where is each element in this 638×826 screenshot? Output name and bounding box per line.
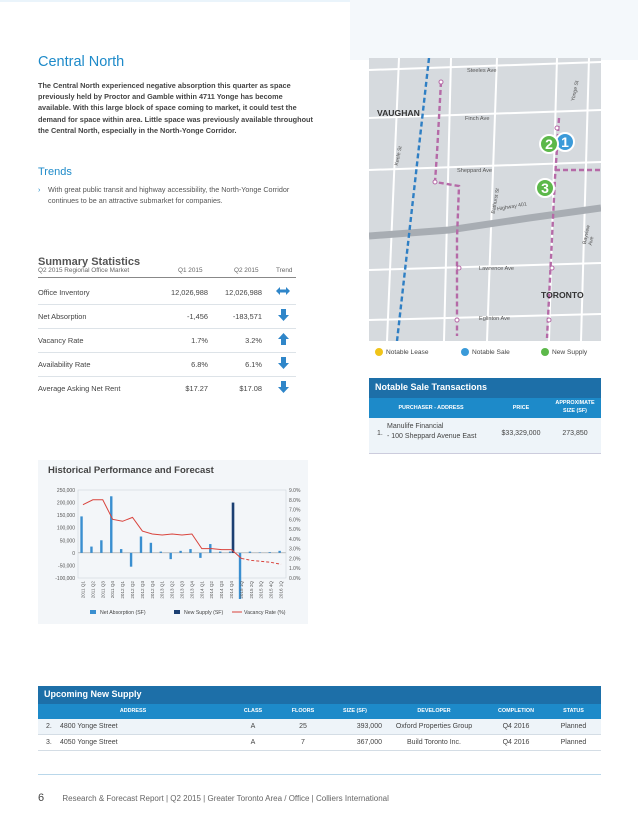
row-address: 4800 Yonge Street bbox=[60, 723, 118, 730]
legend-swatch bbox=[174, 610, 180, 614]
row-size: 367,000 bbox=[356, 739, 382, 746]
row-floors: 7 bbox=[301, 739, 305, 746]
absorption-bar bbox=[179, 551, 181, 553]
vacancy-forecast-line bbox=[241, 558, 281, 564]
absorption-bar bbox=[169, 553, 171, 559]
chart bbox=[38, 480, 308, 624]
summary-label: Net Absorption bbox=[38, 312, 87, 321]
map-legend bbox=[369, 346, 601, 360]
summary-q1: -1,456 bbox=[187, 312, 208, 321]
summary-q1: $17.27 bbox=[185, 384, 208, 393]
map-label-toronto: TORONTO bbox=[541, 290, 584, 300]
y-left-tick-label: 0 bbox=[72, 550, 75, 557]
y-right-tick-label: 9.0% bbox=[289, 488, 301, 494]
map-label-eglinton: Eglinton Ave bbox=[479, 316, 510, 322]
map-marker-sale[interactable]: 1 bbox=[555, 132, 575, 152]
section-heading: Central North bbox=[38, 54, 125, 70]
summary-row bbox=[38, 353, 296, 377]
y-right-tick-label: 3.0% bbox=[289, 546, 301, 553]
summary-row bbox=[38, 305, 296, 329]
x-tick-label: 2011 Q3 bbox=[100, 581, 106, 599]
map-label-yonge: Yonge St bbox=[570, 80, 581, 102]
supply-dot-icon bbox=[541, 348, 549, 356]
double-arrow-icon bbox=[276, 286, 290, 298]
absorption-bar bbox=[120, 549, 122, 553]
submarket-map bbox=[369, 58, 601, 341]
summary-q1: 12,026,988 bbox=[171, 288, 208, 297]
map-label-bayview: Bayview Ave bbox=[581, 224, 596, 247]
x-tick-label: 2012 Q2 bbox=[129, 581, 135, 599]
absorption-bar bbox=[259, 552, 261, 553]
vacancy-line bbox=[83, 500, 241, 559]
chart-title: Historical Performance and Forecast bbox=[48, 465, 214, 476]
absorption-bar bbox=[160, 552, 162, 553]
absorption-bar bbox=[249, 552, 251, 553]
row-class: A bbox=[250, 723, 256, 730]
legend-lease: Notable Lease bbox=[375, 348, 429, 356]
y-right-tick-label: 8.0% bbox=[289, 497, 301, 504]
row-developer: Build Toronto Inc. bbox=[407, 739, 461, 746]
summary-q2: 6.1% bbox=[245, 360, 262, 369]
absorption-bar bbox=[150, 543, 152, 553]
upcoming-title: Upcoming New Supply bbox=[38, 686, 601, 704]
summary-q1: 6.8% bbox=[191, 360, 208, 369]
summary-label: Office Inventory bbox=[38, 288, 90, 297]
arrow-down-icon bbox=[278, 381, 289, 395]
size: 273,850 bbox=[562, 430, 588, 437]
absorption-bar bbox=[219, 552, 221, 553]
x-tick-label: 2015 2Q bbox=[248, 581, 254, 599]
x-tick-label: 2011 Q4 bbox=[110, 581, 116, 599]
arrow-down-icon bbox=[278, 309, 289, 323]
absorption-bar bbox=[80, 516, 82, 552]
row-number: 3. bbox=[46, 739, 52, 746]
header-completion: COMPLETION bbox=[498, 708, 534, 714]
absorption-bar bbox=[189, 549, 191, 553]
y-left-tick-label: -50,000 bbox=[58, 563, 75, 570]
y-right-tick-label: 0.0% bbox=[289, 576, 301, 582]
summary-q2: 12,026,988 bbox=[225, 288, 262, 297]
header-class: CLASS bbox=[243, 708, 263, 714]
absorption-bar bbox=[100, 540, 102, 553]
map-label-sheppard: Sheppard Ave bbox=[457, 168, 493, 174]
absorption-bar bbox=[269, 552, 271, 553]
header-purchaser: PURCHASER - ADDRESS bbox=[398, 405, 464, 411]
header-price: PRICE bbox=[512, 405, 530, 411]
map-label-finch: Finch Ave bbox=[465, 116, 490, 122]
row-class: A bbox=[250, 739, 256, 746]
lease-dot-icon bbox=[375, 348, 383, 356]
intro-paragraph: The Central North experienced negative absorption this quarter as space previously held by Proctor and Gamble within 4711 Yonge has become available. With this large block of space coming to market, it could test the demand for space within area. Little space was previously available throughout the Central North, especially in the North-Yonge Corridor. bbox=[38, 81, 313, 135]
footer-rule bbox=[38, 774, 601, 775]
header-size: SIZE (SF) bbox=[343, 708, 367, 714]
x-tick-label: 2015 4Q bbox=[268, 581, 274, 599]
x-tick-label: 2012 Q3 bbox=[139, 581, 145, 599]
footer-text: Research & Forecast Report | Q2 2015 | Greater Toronto Area / Office | Colliers International bbox=[62, 794, 389, 803]
legend-label: Vacancy Rate (%) bbox=[244, 610, 286, 616]
legend-label: New Supply (SF) bbox=[184, 610, 224, 616]
sale-dot-icon bbox=[461, 348, 469, 356]
header-size-a: APPROXIMATE bbox=[555, 400, 595, 406]
row-number: 1. bbox=[377, 430, 383, 437]
legend-label: Net Absorption (SF) bbox=[100, 610, 146, 616]
x-tick-label: 2013 Q1 bbox=[159, 581, 165, 599]
row-completion: Q4 2016 bbox=[502, 739, 530, 746]
upcoming-row bbox=[38, 735, 601, 751]
arrow-down-icon bbox=[278, 357, 289, 371]
trends-bullet bbox=[38, 185, 308, 206]
summary-header-market: Q2 2015 Regional Office Market bbox=[38, 267, 130, 274]
x-tick-label: 2011 Q2 bbox=[90, 581, 96, 599]
upcoming-header bbox=[38, 704, 601, 719]
summary-row bbox=[38, 377, 296, 401]
x-tick-label: 2015 1Q bbox=[238, 581, 244, 599]
price: $33,329,000 bbox=[501, 430, 541, 437]
y-right-tick-label: 1.0% bbox=[289, 566, 301, 573]
x-tick-label: 2014 Q4 bbox=[229, 581, 235, 599]
arrow-up-icon bbox=[278, 333, 289, 347]
notable-sale-header bbox=[369, 398, 601, 418]
summary-header bbox=[38, 266, 296, 278]
summary-title: Summary Statistics bbox=[38, 256, 141, 268]
notable-sale-title: Notable Sale Transactions bbox=[369, 378, 601, 398]
trends-heading: Trends bbox=[38, 166, 72, 178]
header-shade bbox=[350, 0, 638, 60]
summary-label: Availability Rate bbox=[38, 360, 91, 369]
absorption-bar bbox=[229, 552, 231, 553]
header-status: STATUS bbox=[563, 708, 584, 714]
notable-sale-row bbox=[369, 418, 601, 454]
y-left-tick-label: 250,000 bbox=[56, 488, 75, 494]
absorption-bar bbox=[199, 553, 201, 558]
x-tick-label: 2012 Q4 bbox=[149, 581, 155, 599]
map-label-vaughan: VAUGHAN bbox=[377, 108, 420, 118]
summary-header-trend: Trend bbox=[276, 267, 293, 274]
absorption-bar bbox=[140, 537, 142, 553]
x-tick-label: 2013 Q4 bbox=[189, 581, 195, 599]
x-tick-label: 2013 Q2 bbox=[169, 581, 175, 599]
y-right-tick-label: 5.0% bbox=[289, 527, 301, 534]
absorption-bar bbox=[130, 553, 132, 567]
y-left-tick-label: -100,000 bbox=[55, 576, 75, 582]
footer bbox=[38, 792, 389, 804]
header-size-b: SIZE (SF) bbox=[563, 408, 587, 414]
header-address: ADDRESS bbox=[119, 708, 147, 714]
x-tick-label: 2014 Q2 bbox=[209, 581, 215, 599]
absorption-bar bbox=[90, 547, 92, 553]
y-left-tick-label: 200,000 bbox=[56, 500, 75, 507]
y-left-tick-label: 50,000 bbox=[59, 538, 75, 545]
map-label-keele: Keele St bbox=[393, 145, 404, 167]
map-marker-supply[interactable]: 2 bbox=[539, 134, 559, 154]
purchaser: Manulife Financial bbox=[387, 423, 444, 430]
y-left-tick-label: 100,000 bbox=[56, 525, 75, 532]
row-status: Planned bbox=[560, 723, 587, 730]
y-left-tick-label: 150,000 bbox=[56, 513, 75, 520]
absorption-bar bbox=[278, 551, 280, 553]
summary-header-q2: Q2 2015 bbox=[234, 267, 259, 274]
header-developer: DEVELOPER bbox=[417, 708, 451, 714]
plot-frame bbox=[78, 490, 286, 578]
row-size: 393,000 bbox=[356, 723, 382, 730]
y-right-tick-label: 2.0% bbox=[289, 556, 301, 563]
summary-label: Vacancy Rate bbox=[38, 336, 84, 345]
upcoming-row bbox=[38, 719, 601, 735]
y-right-tick-label: 6.0% bbox=[289, 517, 301, 524]
y-right-tick-label: 4.0% bbox=[289, 536, 301, 543]
supply-bar bbox=[232, 503, 235, 553]
row-number: 2. bbox=[46, 723, 52, 730]
header-floors: FLOORS bbox=[291, 708, 315, 714]
chevron-right-icon: › bbox=[38, 185, 41, 194]
x-tick-label: 2014 Q1 bbox=[199, 581, 205, 599]
legend-supply: New Supply bbox=[541, 348, 587, 356]
row-developer: Oxford Properties Group bbox=[395, 723, 473, 730]
x-tick-label: 2012 Q1 bbox=[120, 581, 126, 599]
x-tick-label: 2011 Q1 bbox=[80, 581, 86, 599]
row-address: 4050 Yonge Street bbox=[60, 739, 118, 746]
summary-row bbox=[38, 281, 296, 305]
summary-row bbox=[38, 329, 296, 353]
summary-q2: -183,571 bbox=[232, 312, 262, 321]
summary-q2: $17.08 bbox=[239, 384, 262, 393]
row-status: Planned bbox=[560, 739, 587, 746]
x-tick-label: 2013 Q3 bbox=[179, 581, 185, 599]
x-tick-label: 2014 Q3 bbox=[219, 581, 225, 599]
map-label-lawrence: Lawrence Ave bbox=[479, 266, 515, 272]
page-number: 6 bbox=[38, 792, 45, 804]
x-tick-label: 2015 3Q bbox=[258, 581, 264, 599]
address: - 100 Sheppard Avenue East bbox=[387, 433, 477, 440]
summary-q1: 1.7% bbox=[191, 336, 208, 345]
summary-q2: 3.2% bbox=[245, 336, 262, 345]
map-marker-supply[interactable]: 3 bbox=[535, 178, 555, 198]
x-tick-label: 2016 1Q bbox=[278, 581, 284, 599]
legend-swatch bbox=[90, 610, 96, 614]
legend-sale: Notable Sale bbox=[461, 348, 510, 356]
y-right-tick-label: 7.0% bbox=[289, 507, 301, 514]
row-completion: Q4 2016 bbox=[502, 723, 530, 730]
absorption-bar bbox=[110, 496, 112, 553]
summary-header-q1: Q1 2015 bbox=[178, 267, 203, 274]
map-label-highway: Highway 401 bbox=[496, 201, 528, 213]
map-label-bathurst: Bathurst St bbox=[490, 187, 502, 215]
map-label-steeles: Steeles Ave bbox=[467, 68, 497, 74]
trends-bullet-text: With great public transit and highway accessibility, the North-Yonge Corridor continues to be an attractive submarket for companies. bbox=[48, 185, 290, 205]
row-floors: 25 bbox=[299, 723, 307, 730]
summary-label: Average Asking Net Rent bbox=[38, 384, 121, 393]
